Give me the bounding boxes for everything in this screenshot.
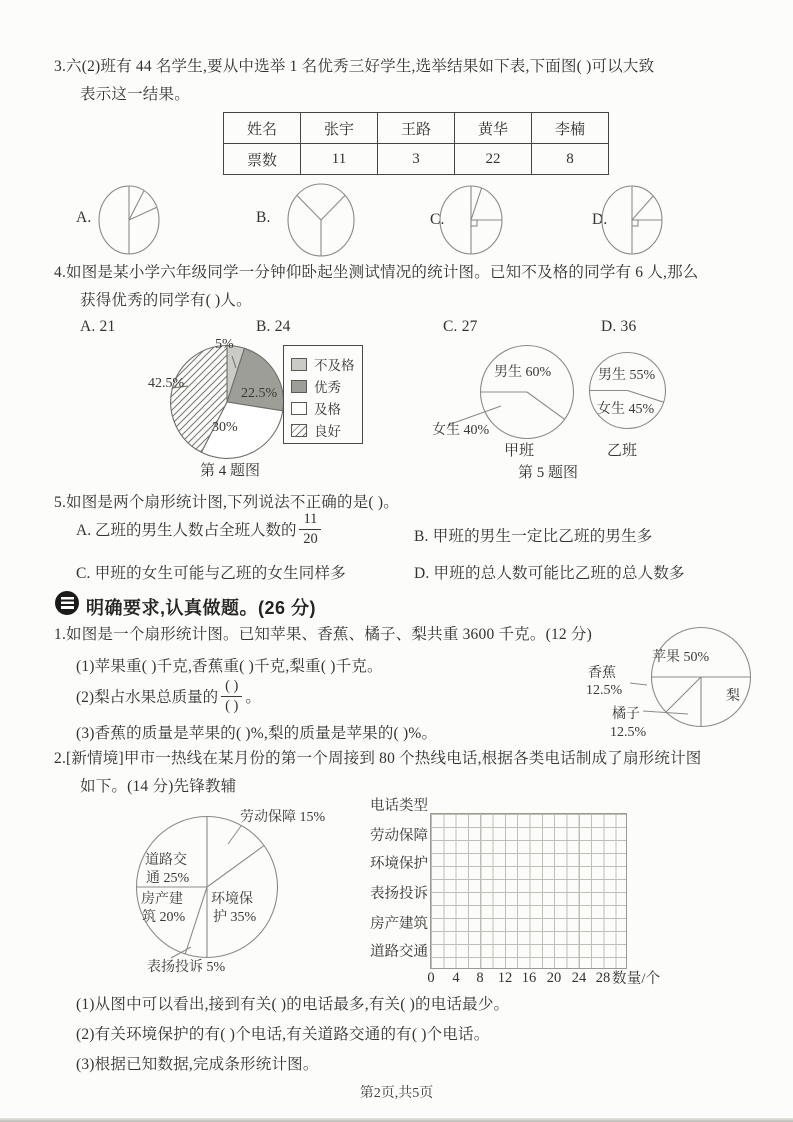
vote-table <box>223 112 609 175</box>
s2q1-fraction <box>221 678 242 714</box>
table-row <box>224 113 609 144</box>
q4-pie-label-42-5: 42.5% <box>148 376 185 391</box>
q5-option-a-text: A. 乙班的男生人数占全班人数的 <box>76 522 297 540</box>
table-cell: 3 <box>378 144 455 175</box>
legend-label: 良好 <box>314 424 341 439</box>
bar-category-label: 劳动保障 <box>370 828 428 844</box>
q4-option-d: D. 36 <box>601 318 637 335</box>
table-cell: 王路 <box>378 113 455 144</box>
s2q1-banana-label: 香蕉 <box>588 666 616 681</box>
page-number: 第2页,共5页 <box>359 1086 434 1101</box>
s2q2-sub2: (2)有关环境保护的有( )个电话,有关道路交通的有( )个电话。 <box>76 1026 490 1043</box>
legend-swatch-pass-icon <box>291 402 307 415</box>
q4-option-a: A. 21 <box>80 318 116 335</box>
fraction-numerator: 11 <box>299 511 321 530</box>
bar-x-tick: 4 <box>452 970 460 986</box>
s2q2-praise-label: 表扬投诉 5% <box>147 960 226 975</box>
table-cell: 22 <box>455 144 532 175</box>
bar-x-tick: 0 <box>427 970 435 986</box>
q3-pie-option-c-icon <box>436 184 506 256</box>
s2q2-sub3: (3)根据已知数据,完成条形统计图。 <box>76 1056 319 1073</box>
legend-item <box>291 397 362 419</box>
fraction-denominator: 20 <box>303 530 318 547</box>
legend-swatch-fail-icon <box>291 358 307 371</box>
s2q1-sub1: (1)苹果重( )千克,香蕉重( )千克,梨重( )千克。 <box>76 658 383 675</box>
section-title: 明确要求,认真做题。(26 分) <box>86 598 317 618</box>
bar-x-unit-label: 数量/个 <box>612 971 661 987</box>
q3-pie-option-a-icon <box>94 184 164 256</box>
q5-pie-class-b <box>578 341 678 441</box>
table-cell: 姓名 <box>224 113 301 144</box>
s2q1-apple-label: 苹果 50% <box>652 650 710 665</box>
fraction-denominator: ( ) <box>225 697 239 714</box>
table-cell: 李楠 <box>532 113 609 144</box>
bar-x-tick: 8 <box>476 970 484 986</box>
table-cell: 张宇 <box>301 113 378 144</box>
bar-category-label: 道路交通 <box>370 944 428 960</box>
legend-label: 不及格 <box>314 358 355 373</box>
legend-label: 及格 <box>314 402 341 417</box>
s2q2-text-line1: 2.[新情境]甲市一热线在某月份的第一个周接到 80 个热线电话,根据各类电话制成了扇形统计图 <box>54 750 702 767</box>
q4-legend <box>283 345 363 444</box>
q5-class-b-caption: 乙班 <box>607 443 638 459</box>
bar-x-tick: 28 <box>595 970 611 986</box>
legend-item <box>291 353 362 375</box>
table-cell: 11 <box>301 144 378 175</box>
legend-item <box>291 419 362 441</box>
q5-class-a-female-label: 女生 40% <box>432 423 490 438</box>
s2q1-orange-label: 橘子 <box>612 707 640 722</box>
q5-class-a-male-label: 男生 60% <box>494 365 552 380</box>
s2q1-pear-label: 梨 <box>726 689 740 704</box>
bar-x-tick: 12 <box>497 970 513 986</box>
q5-option-a <box>76 511 324 547</box>
s2q2-road-label-1: 道路交 <box>145 853 187 868</box>
q4-option-c: C. 27 <box>443 318 478 335</box>
q3-text-line2: 表示这一结果。 <box>80 86 190 103</box>
q3-pie-option-d-icon <box>598 184 666 256</box>
s2q1-sub2 <box>76 678 261 714</box>
s2q2-text-line2: 如下。(14 分)先锋教辅 <box>80 778 237 795</box>
legend-item <box>291 375 362 397</box>
q4-pie-label-5: 5% <box>215 337 234 352</box>
q5-option-b: B. 甲班的男生一定比乙班的男生多 <box>414 528 653 545</box>
section-three-icon <box>55 591 79 615</box>
q4-figure-caption: 第 4 题图 <box>199 463 260 479</box>
s2q1-sub3: (3)香蕉的质量是苹果的( )%,梨的质量是苹果的( )%。 <box>76 725 438 742</box>
bar-category-label: 房产建筑 <box>370 916 428 932</box>
q3-text-line1: 3.六(2)班有 44 名学生,要从中选举 1 名优秀三好学生,选举结果如下表,下面图( )可以大致 <box>54 58 655 75</box>
bar-x-tick: 20 <box>546 970 562 986</box>
q5-class-b-male-label: 男生 55% <box>598 368 656 383</box>
q5-figure-caption: 第 5 题图 <box>518 465 579 481</box>
s2q2-env-label-1: 环境保 <box>211 892 253 907</box>
q4-pie-label-22-5: 22.5% <box>241 386 278 401</box>
legend-swatch-excellent-icon <box>291 380 307 393</box>
scan-bottom-edge <box>0 1118 793 1122</box>
q5-fraction <box>299 511 321 547</box>
q4-text-line1: 4.如图是某小学六年级同学一分钟仰卧起坐测试情况的统计图。已知不及格的同学有 6 人,那么 <box>54 264 699 281</box>
q5-option-d: D. 甲班的总人数可能比乙班的总人数多 <box>414 565 685 582</box>
q3-option-c-label: C. <box>430 211 445 228</box>
s2q2-sub1: (1)从图中可以看出,接到有关( )的电话最多,有关( )的电话最少。 <box>76 996 510 1013</box>
s2q2-estate-label-1: 房产建 <box>141 892 183 907</box>
legend-label: 优秀 <box>314 380 341 395</box>
s2q1-sub2-text: (2)梨占水果总质量的 <box>76 689 219 707</box>
s2q2-labor-label: 劳动保障 15% <box>240 810 326 825</box>
q4-option-b: B. 24 <box>256 318 291 335</box>
q3-option-b-label: B. <box>256 209 271 226</box>
bar-category-label: 表扬投诉 <box>370 886 428 902</box>
q5-text-line1: 5.如图是两个扇形统计图,下列说法不正确的是( )。 <box>54 494 399 511</box>
q5-class-a-caption: 甲班 <box>504 443 535 459</box>
bar-category-label: 环境保护 <box>370 856 428 872</box>
legend-swatch-good-icon <box>291 424 307 437</box>
s2q1-banana-pct-label: 12.5% <box>586 683 623 698</box>
q5-class-b-female-label: 女生 45% <box>597 402 655 417</box>
q3-pie-option-b-icon <box>284 182 358 258</box>
table-row <box>224 144 609 175</box>
table-cell: 黄华 <box>455 113 532 144</box>
s2q1-orange-pct-label: 12.5% <box>610 725 647 740</box>
s2q2-env-label-2: 护 35% <box>213 910 257 925</box>
q5-option-c: C. 甲班的女生可能与乙班的女生同样多 <box>76 565 346 582</box>
s2q1-sub2-period: 。 <box>245 689 261 707</box>
table-cell: 8 <box>532 144 609 175</box>
q4-text-line2: 获得优秀的同学有( )人。 <box>80 292 252 309</box>
bar-x-tick: 24 <box>571 970 587 986</box>
q3-option-d-label: D. <box>592 211 608 228</box>
s2q2-road-label-2: 通 25% <box>146 871 190 886</box>
q3-option-a-label: A. <box>76 209 92 226</box>
q4-pie-label-30: 30% <box>212 420 238 435</box>
bar-chart-grid <box>430 813 627 969</box>
s2q1-text-line1: 1.如图是一个扇形统计图。已知苹果、香蕉、橘子、梨共重 3600 千克。(12 分) <box>54 626 592 643</box>
fraction-numerator: ( ) <box>221 678 242 697</box>
s2q2-estate-label-2: 筑 20% <box>142 910 186 925</box>
bar-x-tick: 16 <box>521 970 537 986</box>
bar-axis-title: 电话类型 <box>370 798 428 814</box>
table-cell: 票数 <box>224 144 301 175</box>
